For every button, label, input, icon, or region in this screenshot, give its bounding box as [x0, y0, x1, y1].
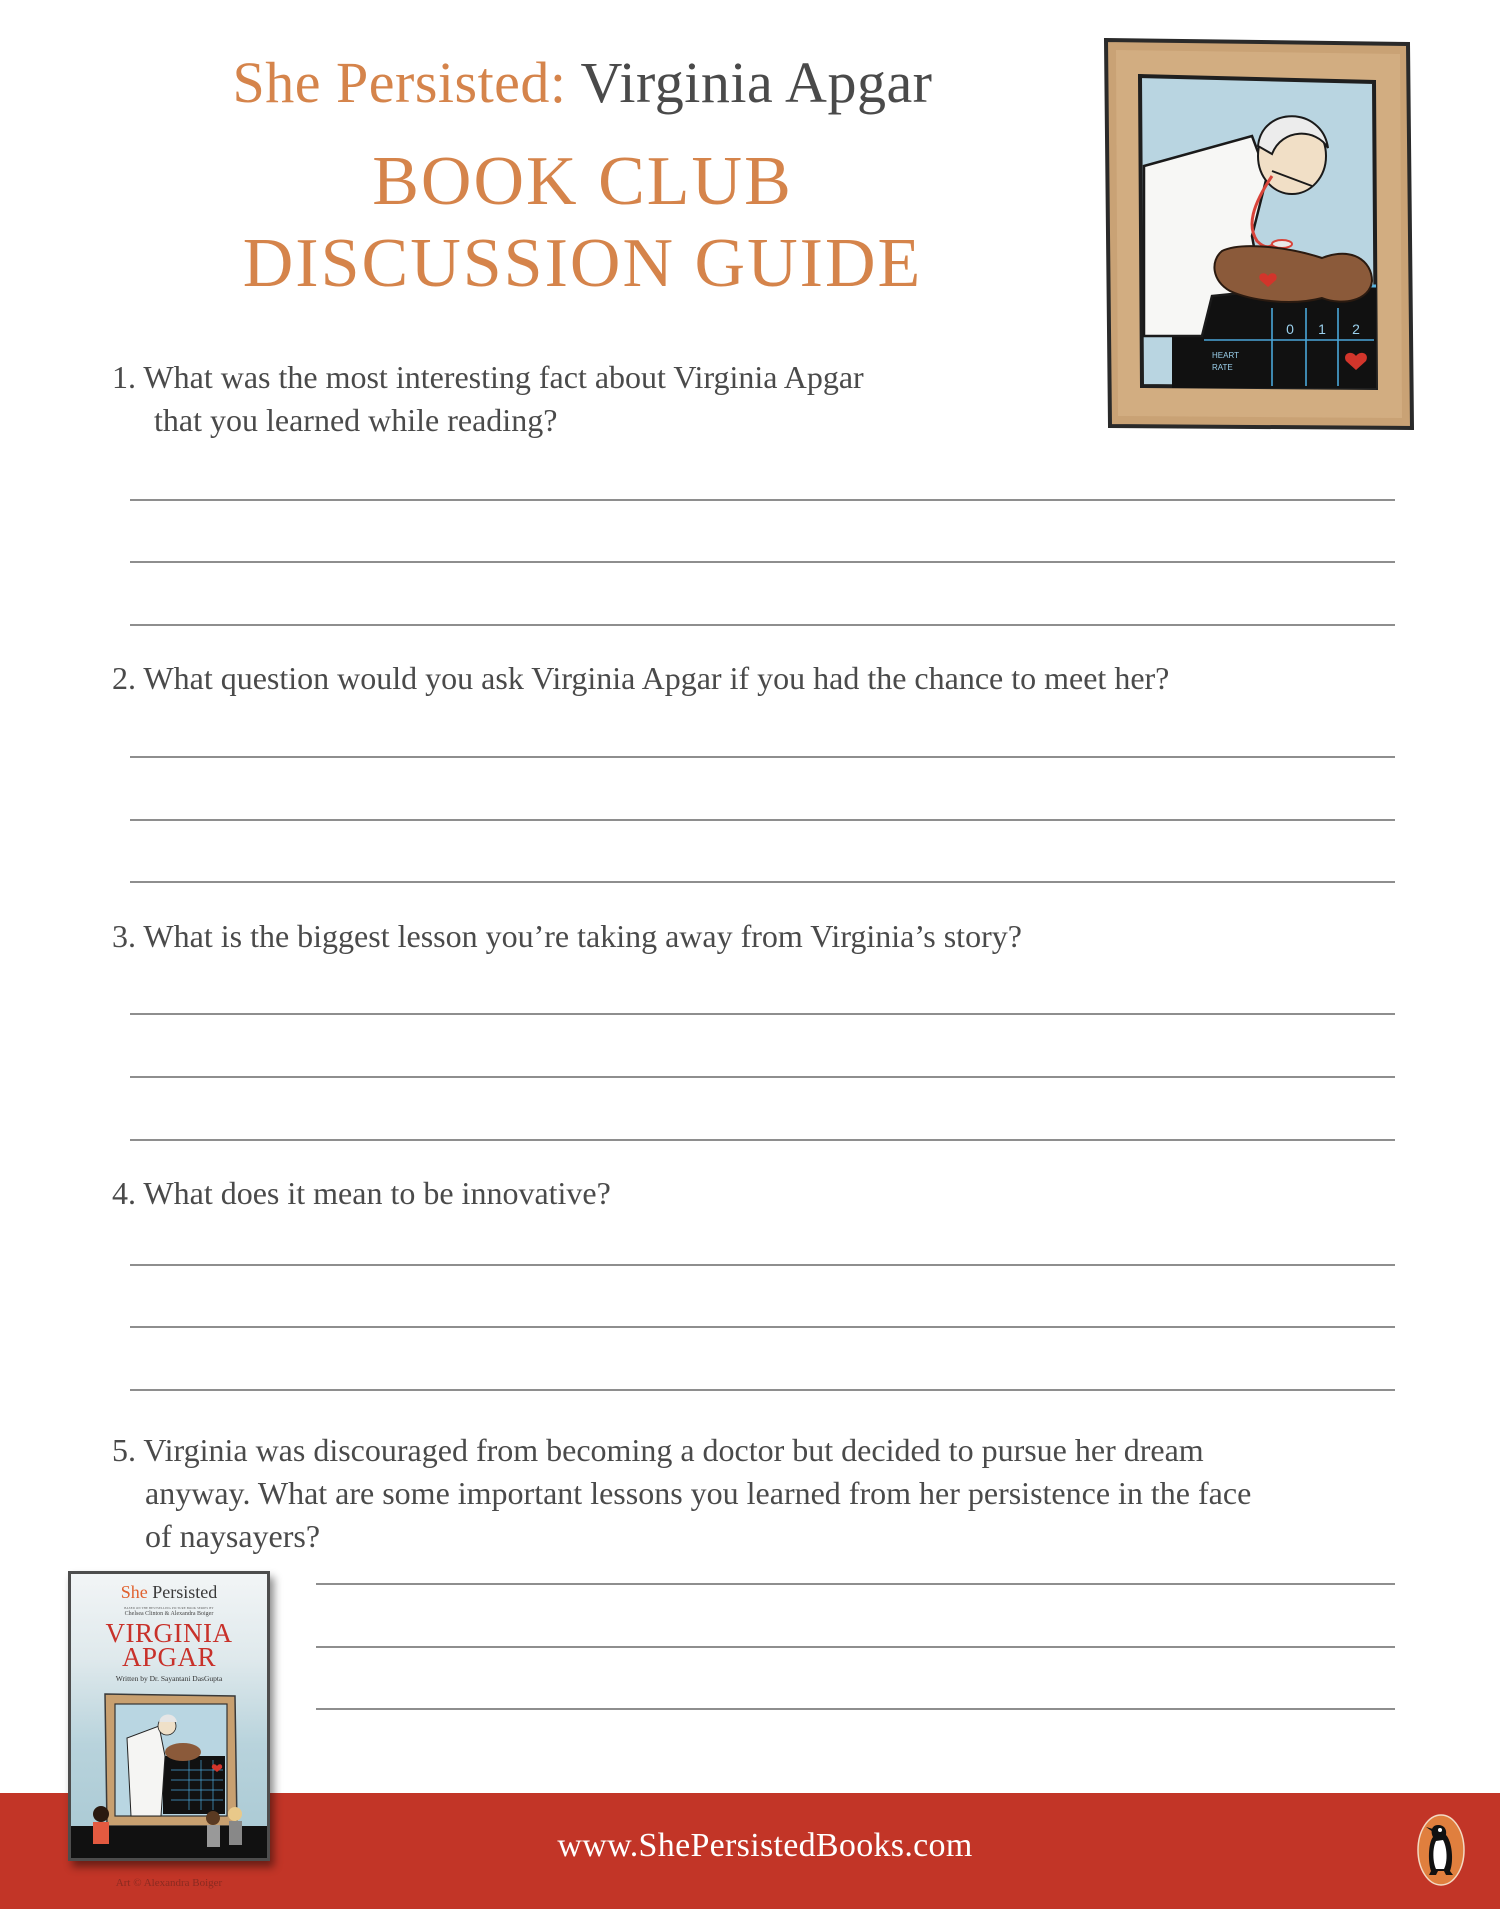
- answer-line[interactable]: [316, 1708, 1395, 1710]
- answer-line[interactable]: [130, 1013, 1395, 1015]
- answer-line[interactable]: [130, 756, 1395, 758]
- question-3-text: 3. What is the biggest lesson you’re taking away from Virginia’s story?: [112, 918, 1022, 954]
- question-2: [112, 657, 1432, 700]
- answer-line[interactable]: [130, 624, 1395, 626]
- answer-line[interactable]: [130, 1326, 1395, 1328]
- question-3: [112, 915, 1432, 958]
- book-cover: She Persisted BASED ON THE BESTSELLING PICTURE BOOK SERIES BY Chelsea Clinton & Alexandra Boiger VIRGINIA APGAR Written by Dr. Sayantani DasGupta: [68, 1571, 270, 1861]
- cover-series: She Persisted: [120, 1582, 218, 1602]
- answer-line[interactable]: [130, 1076, 1395, 1078]
- question-4: [112, 1172, 1432, 1215]
- art-credit: Art © Alexandra Boiger: [115, 1877, 223, 1889]
- answer-line[interactable]: [130, 819, 1395, 821]
- svg-text:2: 2: [1352, 321, 1360, 337]
- answer-line[interactable]: [130, 561, 1395, 563]
- question-5-text: 5. Virginia was discouraged from becoming a doctor but decided to pursue her dream: [112, 1432, 1204, 1468]
- answer-line[interactable]: [130, 881, 1395, 883]
- answer-line[interactable]: [316, 1583, 1395, 1585]
- answer-line[interactable]: [130, 1139, 1395, 1141]
- subject-name: Virginia Apgar: [580, 50, 933, 115]
- question-5: 5. Virginia was discouraged from becoming a doctor but decided to pursue her dream anyway. What are some important lessons you learned from her persistence in the face of naysayers?: [112, 1429, 1442, 1558]
- svg-text:HEART: HEART: [1212, 351, 1239, 360]
- svg-text:0: 0: [1286, 321, 1294, 337]
- answer-line[interactable]: [130, 1389, 1395, 1391]
- question-1-text: 1. What was the most interesting fact about Virginia Apgar: [112, 359, 864, 395]
- question-1: 1. What was the most interesting fact about Virginia Apgar that you learned while reading?: [112, 356, 1012, 442]
- answer-line[interactable]: [130, 499, 1395, 501]
- svg-text:RATE: RATE: [1212, 363, 1233, 372]
- cover-title: VIRGINIA: [105, 1618, 233, 1648]
- cover-illustration: [71, 1686, 267, 1858]
- answer-line[interactable]: [316, 1646, 1395, 1648]
- cover-author: Written by Dr. Sayantani DasGupta: [115, 1674, 223, 1683]
- answer-line[interactable]: [130, 1264, 1395, 1266]
- apgar-illustration: [1102, 36, 1414, 432]
- svg-text:1: 1: [1318, 321, 1326, 337]
- heading-book-club: BOOK CLUB: [372, 143, 793, 220]
- page-title: [0, 48, 1165, 118]
- heading-discussion-guide: DISCUSSION GUIDE: [242, 225, 923, 302]
- question-2-text: 2. What question would you ask Virginia Apgar if you had the chance to meet her?: [112, 660, 1170, 696]
- website-link[interactable]: www.ShePersistedBooks.com: [557, 1827, 973, 1864]
- question-4-text: 4. What does it mean to be innovative?: [112, 1175, 611, 1211]
- cover-title: APGAR: [121, 1642, 217, 1672]
- series-name: She Persisted:: [232, 50, 567, 115]
- penguin-logo-icon: [1416, 1813, 1466, 1887]
